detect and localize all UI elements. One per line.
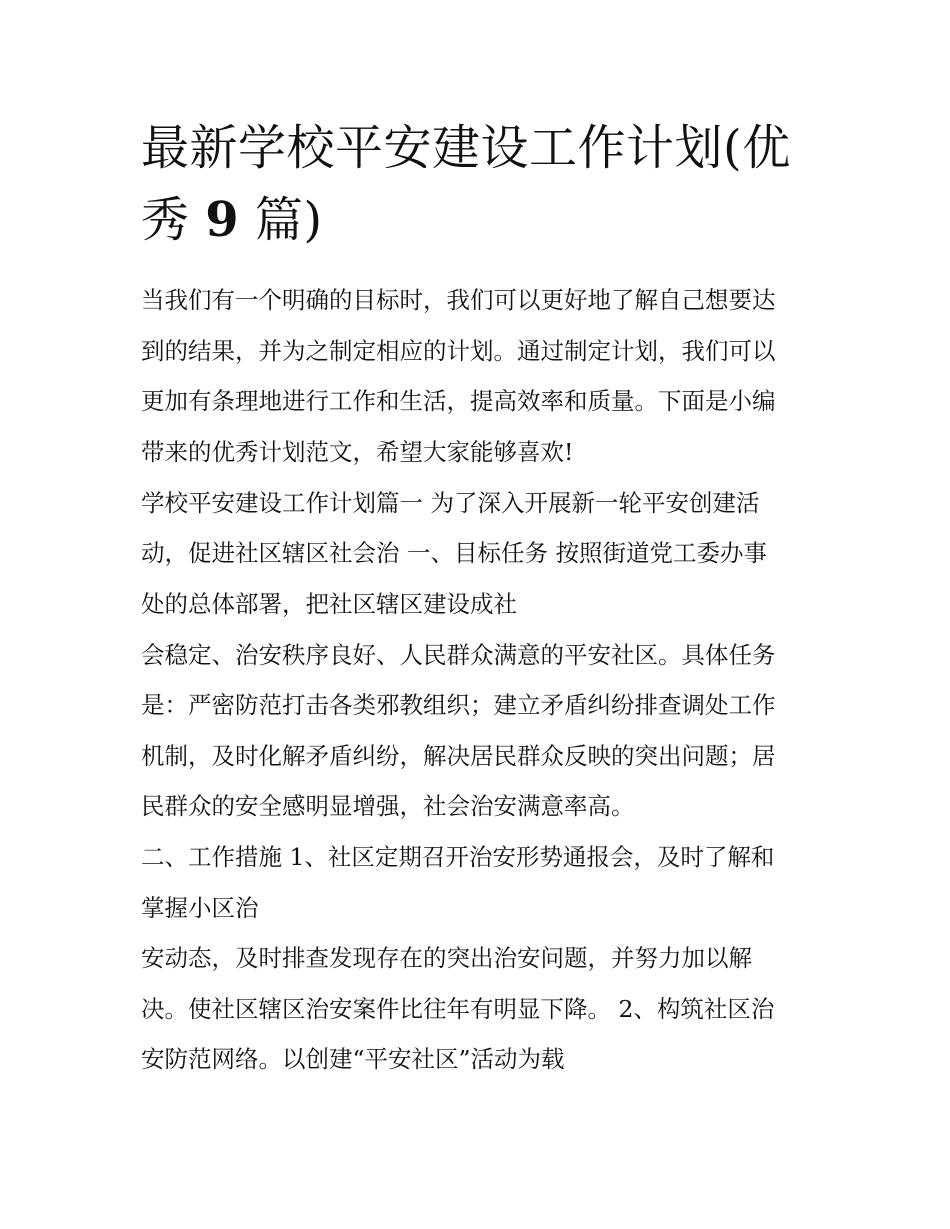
body-line-7: 处的总体部署，把社区辖区建设成社 bbox=[141, 590, 517, 618]
body-line-4: 带来的优秀计划范文，希望大家能够喜欢! bbox=[141, 438, 574, 466]
title-line-2-suffix: 篇) bbox=[239, 192, 323, 248]
body-line-6: 动，促进社区辖区社会治 一、目标任务 按照街道党工委办事 bbox=[141, 539, 767, 567]
title-line-2-prefix: 秀 bbox=[141, 192, 206, 248]
body-line-5: 学校平安建设工作计划篇一 为了深入开展新一轮平安创建活 bbox=[141, 489, 760, 517]
body-line-1: 当我们有一个明确的目标时，我们可以更好地了解自己想要达 bbox=[141, 286, 776, 314]
body-line-2: 到的结果，并为之制定相应的计划。通过制定计划，我们可以 bbox=[141, 337, 776, 365]
document-title bbox=[141, 112, 831, 256]
body-line-12: 二、工作措施 1、社区定期召开治安形势通报会，及时了解和 bbox=[141, 843, 775, 871]
body-line-11: 民群众的安全感明显增强，社会治安满意率高。 bbox=[141, 792, 635, 820]
body-line-13: 掌握小区治 bbox=[141, 894, 259, 922]
title-number: 9 bbox=[205, 192, 240, 248]
body-line-10: 机制，及时化解矛盾纠纷，解决居民群众反映的突出问题；居 bbox=[141, 742, 776, 770]
body-line-14: 安动态，及时排查发现存在的突出治安问题，并努力加以解 bbox=[141, 944, 752, 972]
body-line-3: 更加有条理地进行工作和生活，提高效率和质量。下面是小编 bbox=[141, 387, 776, 415]
title-line-1: 最新学校平安建设工作计划(优 bbox=[141, 120, 791, 176]
title-line-2 bbox=[141, 184, 831, 256]
body-line-16: 安防范网络。以创建“平安社区”活动为载 bbox=[141, 1045, 565, 1073]
body-line-8: 会稳定、治安秩序良好、人民群众满意的平安社区。具体任务 bbox=[141, 641, 776, 669]
body-line-9: 是：严密防范打击各类邪教组织；建立矛盾纠纷排查调处工作 bbox=[141, 691, 776, 719]
body-line-15: 决。使社区辖区治安案件比往年有明显下降。 2、构筑社区治 bbox=[141, 995, 775, 1023]
